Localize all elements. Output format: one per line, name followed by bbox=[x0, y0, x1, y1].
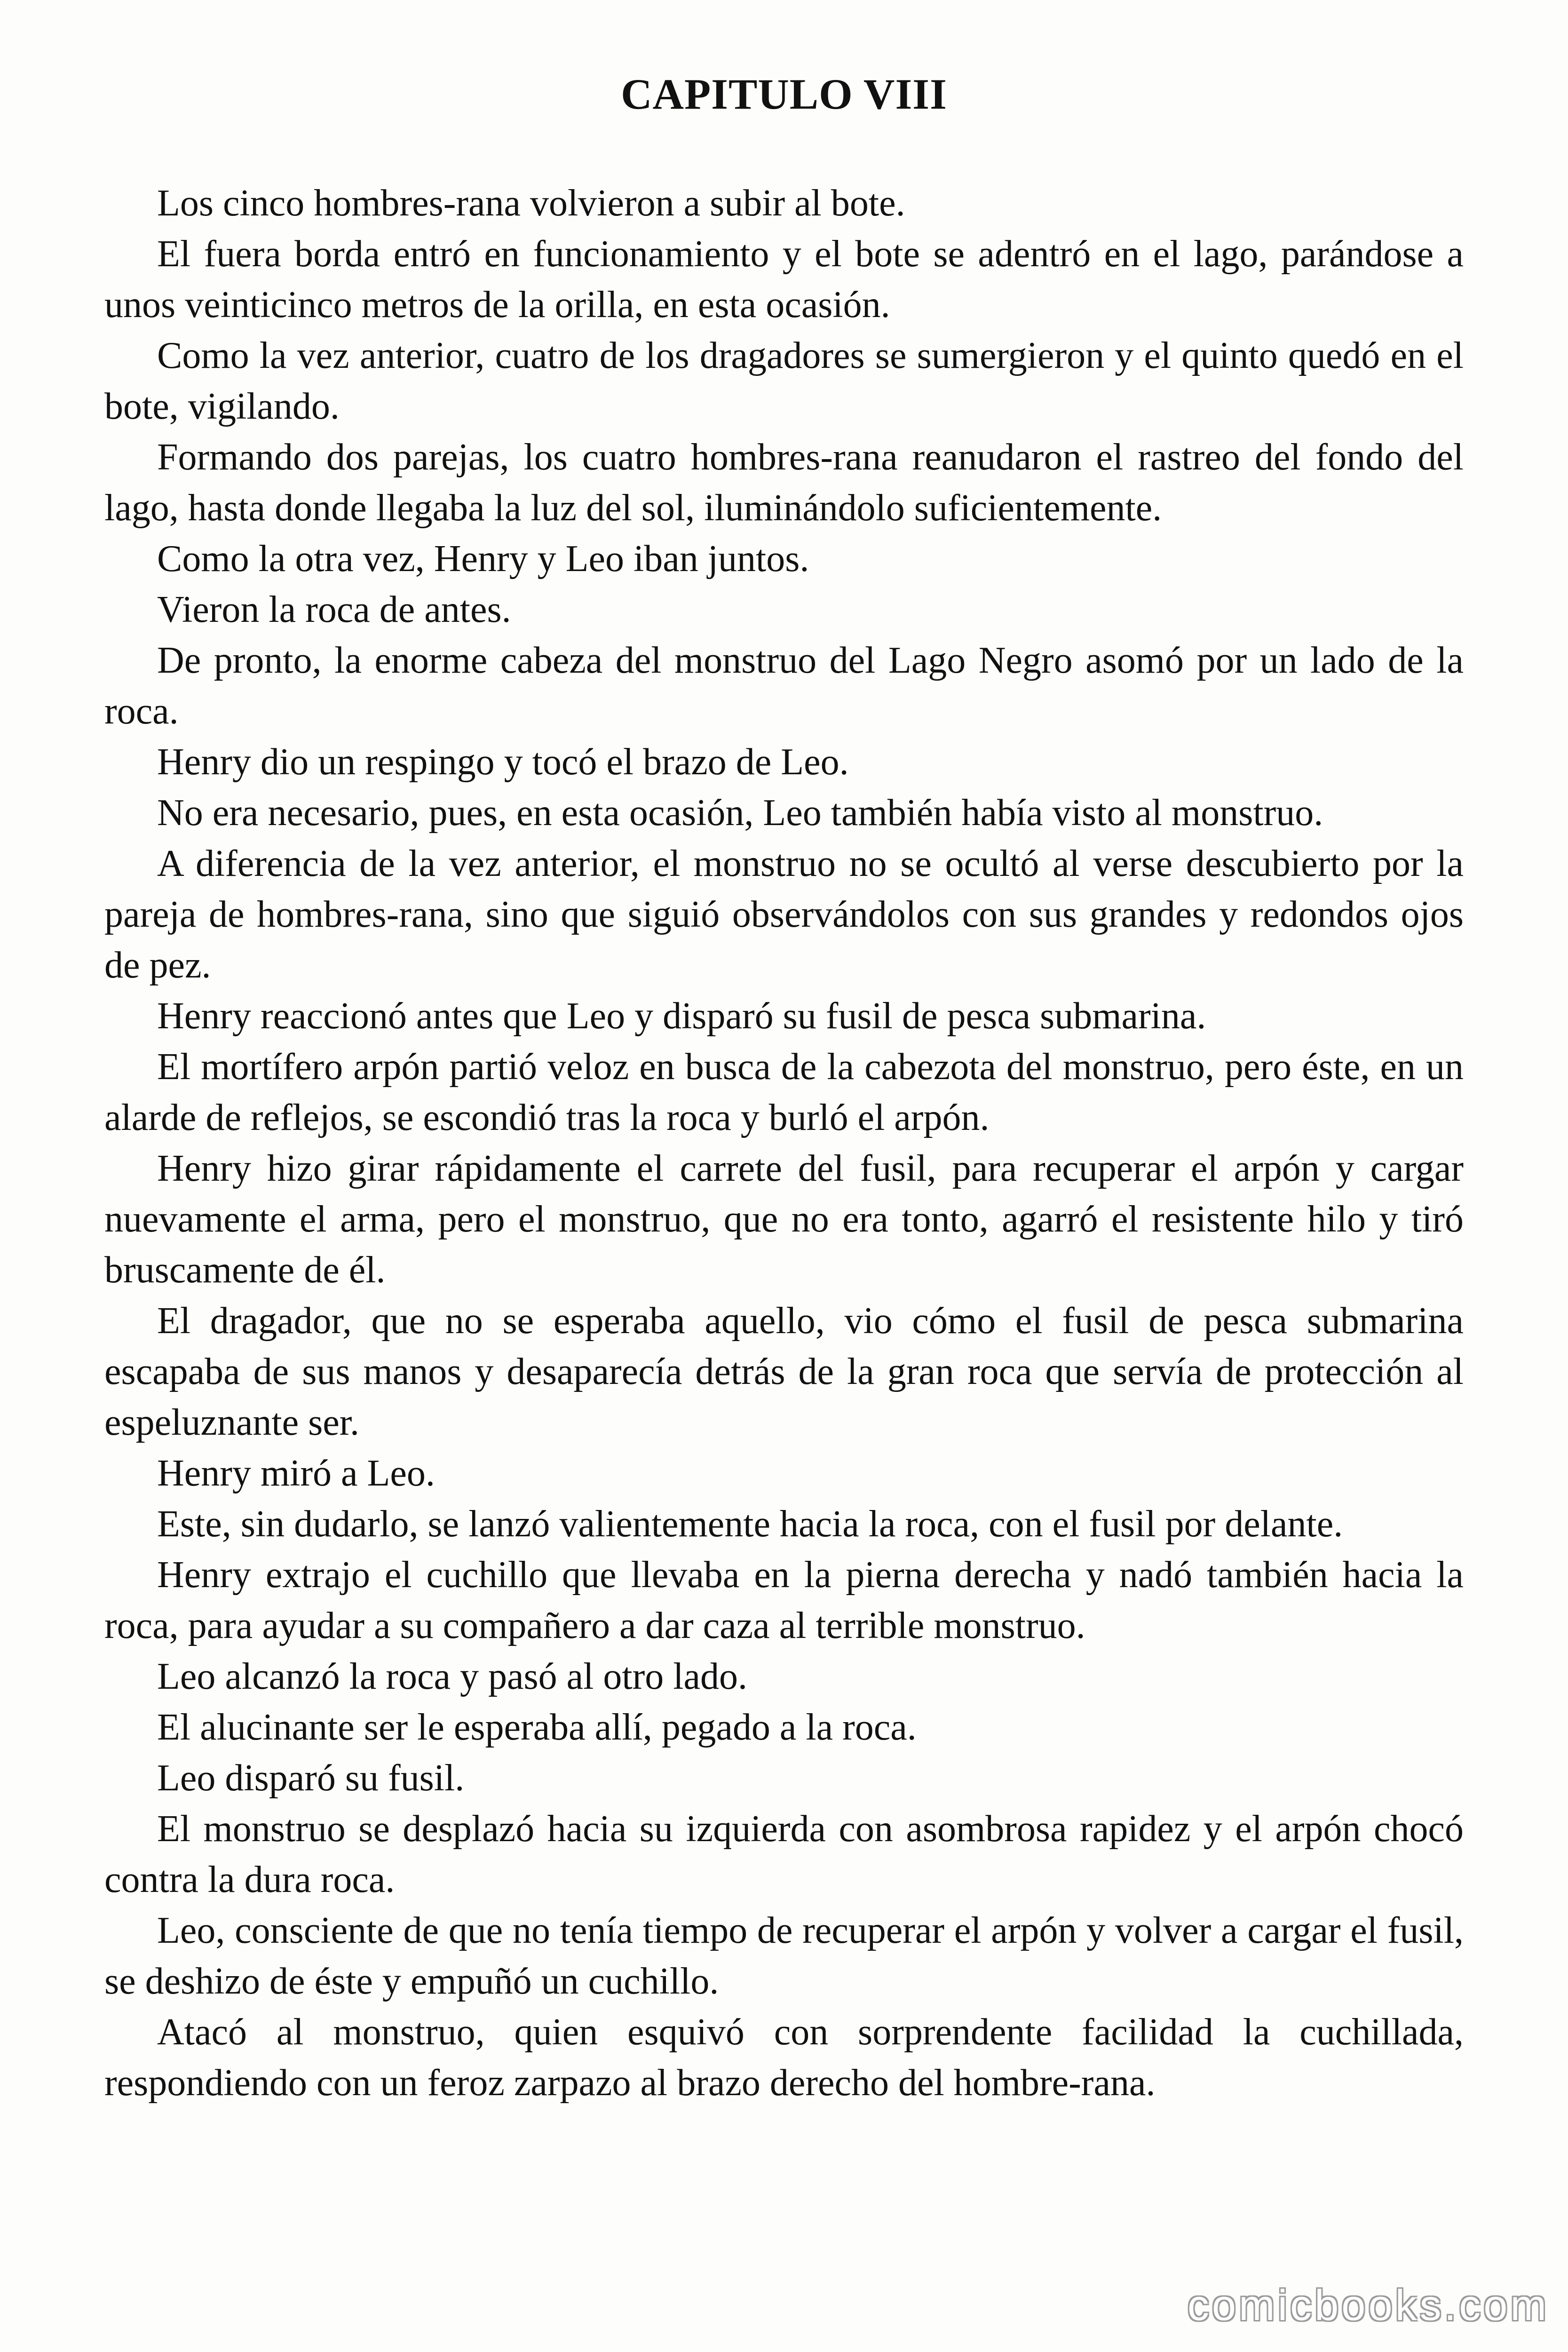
paragraph: Henry dio un respingo y tocó el brazo de Leo. bbox=[157, 741, 849, 783]
paragraph: De pronto, la enorme cabeza del monstruo del Lago Negro asomó por un lado de la roca. bbox=[104, 640, 1464, 732]
paragraph: Los cinco hombres-rana volvieron a subir al bote. bbox=[157, 183, 905, 224]
paragraph: Formando dos parejas, los cuatro hombres-rana reanudaron el rastreo del fondo del lago, hasta donde llegaba la luz del sol, iluminándolo suficientemente. bbox=[104, 437, 1464, 529]
paragraph: Vieron la roca de antes. bbox=[157, 589, 511, 630]
paragraph: Atacó al monstruo, quien esquivó con sorprendente facilidad la cuchillada, respondiendo con un feroz zarpazo al brazo derecho del hombre-rana. bbox=[104, 2011, 1464, 2104]
paragraph: El fuera borda entró en funcionamiento y el bote se adentró en el lago, parándose a unos veinticinco metros de la orilla, en esta ocasión. bbox=[104, 233, 1464, 326]
paragraph: Leo disparó su fusil. bbox=[157, 1757, 465, 1799]
paragraph: El monstruo se desplazó hacia su izquierda con asombrosa rapidez y el arpón chocó contra la dura roca. bbox=[104, 1808, 1464, 1900]
chapter-title: CAPITULO VIII bbox=[621, 70, 947, 118]
paragraph: El dragador, que no se esperaba aquello, vio cómo el fusil de pesca submarina escapaba de sus manos y desaparecía detrás de la gran roca que servía de protección al espeluznante ser. bbox=[104, 1300, 1464, 1443]
paragraph: El alucinante ser le esperaba allí, pegado a la roca. bbox=[157, 1707, 917, 1748]
paragraph: Henry extrajo el cuchillo que llevaba en la pierna derecha y nadó también hacia la roca, para ayudar a su compañero a dar caza al terrible monstruo. bbox=[104, 1554, 1464, 1646]
paragraph: Henry reaccionó antes que Leo y disparó su fusil de pesca submarina. bbox=[157, 995, 1206, 1037]
paragraph: Como la vez anterior, cuatro de los dragadores se sumergieron y el quinto quedó en el bote, vigilando. bbox=[104, 335, 1464, 427]
paragraph: Leo, consciente de que no tenía tiempo de recuperar el arpón y volver a cargar el fusil, se deshizo de éste y empuñó un cuchillo. bbox=[104, 1910, 1464, 2002]
watermark: comicbooks.com bbox=[1187, 2281, 1549, 2329]
chapter-body bbox=[104, 178, 1464, 2108]
paragraph: A diferencia de la vez anterior, el monstruo no se ocultó al verse descubierto por la pareja de hombres-rana, sino que siguió observándolos con sus grandes y redondos ojos de pez. bbox=[104, 843, 1464, 986]
paragraph: Leo alcanzó la roca y pasó al otro lado. bbox=[157, 1656, 747, 1697]
paragraph: El mortífero arpón partió veloz en busca de la cabezota del monstruo, pero éste, en un alarde de reflejos, se escondió tras la roca y burló el arpón. bbox=[104, 1046, 1464, 1138]
paragraph: Este, sin dudarlo, se lanzó valientemente hacia la roca, con el fusil por delante. bbox=[157, 1503, 1343, 1545]
paragraph: No era necesario, pues, en esta ocasión, Leo también había visto al monstruo. bbox=[157, 792, 1323, 834]
paragraph: Henry hizo girar rápidamente el carrete del fusil, para recuperar el arpón y cargar nuevamente el arma, pero el monstruo, que no era tonto, agarró el resistente hilo y tiró bruscamente de él. bbox=[104, 1148, 1464, 1291]
paragraph: Henry miró a Leo. bbox=[157, 1453, 435, 1494]
paragraph: Como la otra vez, Henry y Leo iban juntos. bbox=[157, 538, 809, 580]
